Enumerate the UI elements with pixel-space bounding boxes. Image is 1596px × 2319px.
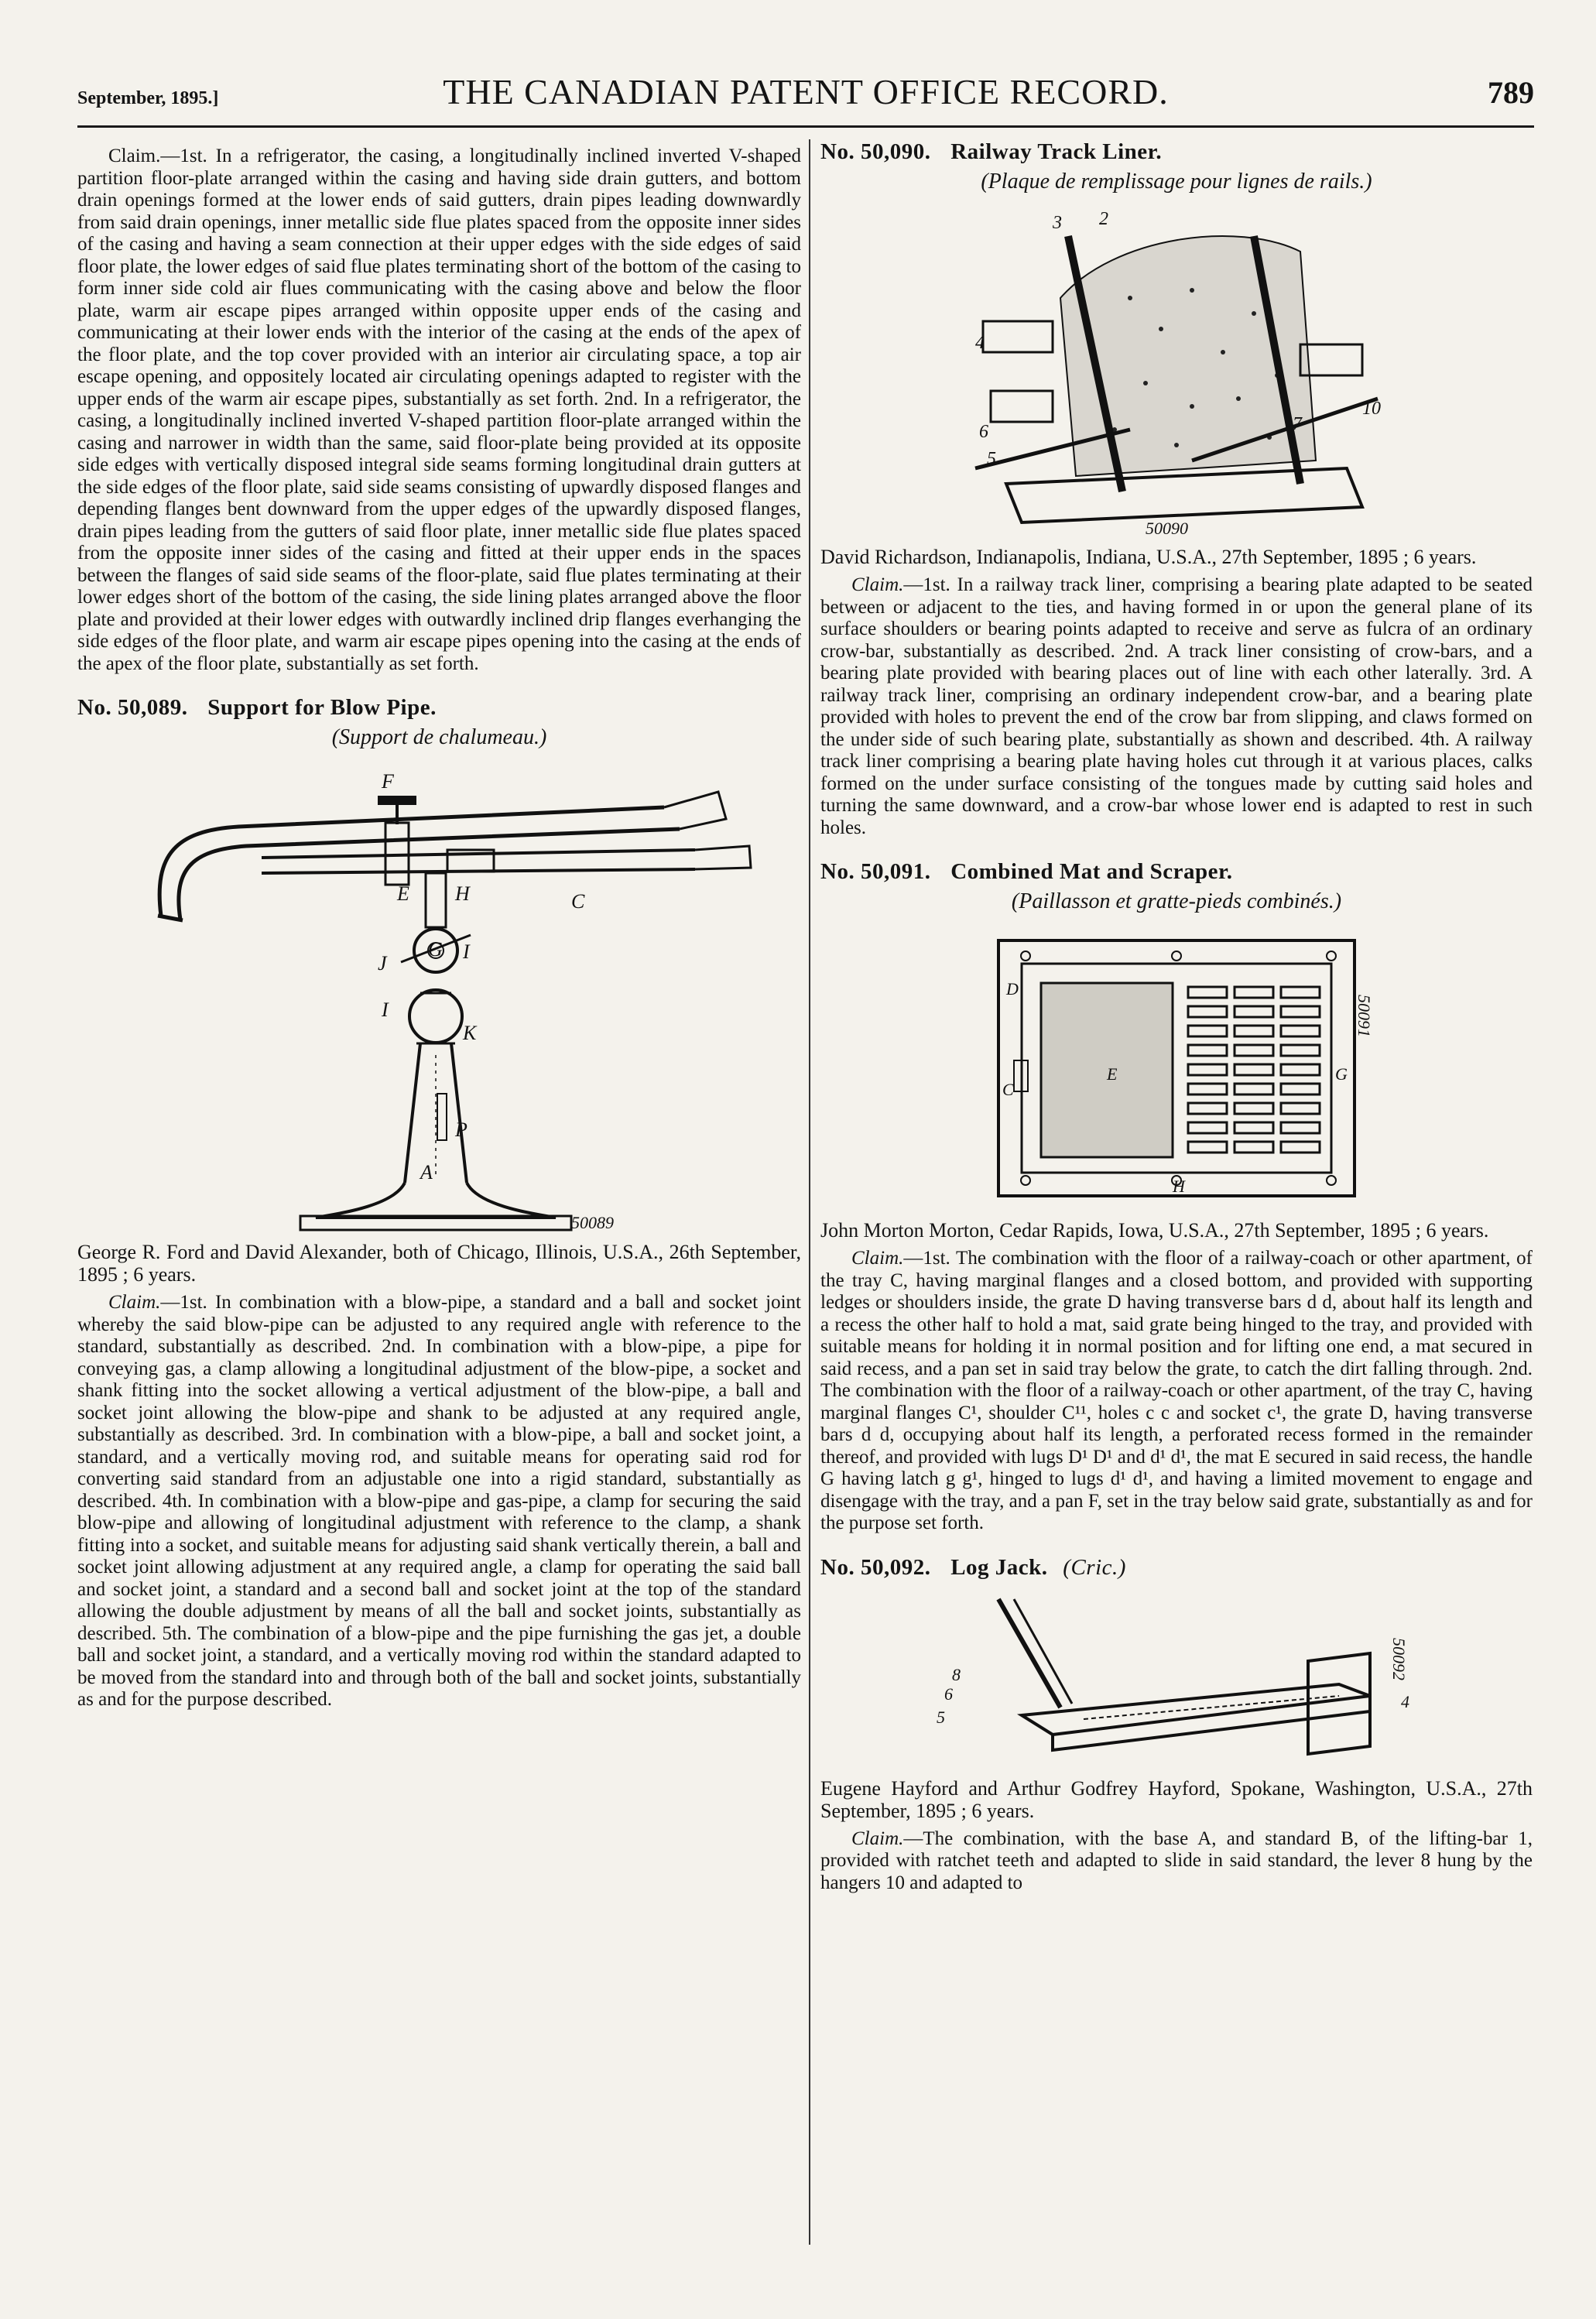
grate-bar (1281, 1084, 1320, 1094)
grate-bar (1235, 1006, 1273, 1017)
patent-50092-heading (820, 1555, 1533, 1581)
patent-french-title: (Plaque de remplissage pour lignes de rails.) (981, 170, 1372, 194)
figure-reference-label: F (381, 770, 394, 793)
patent-inventor: George R. Ford and David Alexander, both of Chicago, Illinois, U.S.A., 26th September, 1895 ; 6 years. (77, 1241, 801, 1286)
grate-bar (1281, 1142, 1320, 1153)
claim-text: —1st. In combination with a blow-pipe, a standard and a ball and socket joint whereby the said blow-pipe can be adjusted to any required angle with reference to the standard, substantially as described. 2nd. In combination with a blow-pipe, a pipe for conveying gas, a clamp allowing a longitudinal adjustment of the blow-pipe, a socket and shank fitting into the socket allowing a vertical adjustment of the blow-pipe, a ball and socket joint allowing the blow-pipe and shank to be adjusted at any required angle, substantially as described. 3rd. In combination with a blow-pipe, a ball and socket joint, a standard, and a vertically moving rod, and suitable means for operating said rod for converting said standard from an adjustable one into a rigid standard, substantially as described. 4th. In combination with a blow-pipe and gas-pipe, a clamp for securing the said blow-pipe and allowing of longitudinal adjustment with reference to the clamp, a shank fitting into a socket, and suitable means for adjusting said shank vertically therein, a ball and socket joint allowing adjustment at any required angle, a clamp for operating the said ball and socket joint, a standard and a second ball and socket joint at the top of the standard allowing the double adjustment by means of all the ball and socket joints, substantially as described. 5th. The combination of a blow-pipe and the pipe furnishing the gas jet, a double ball and socket joint, a standard, and a vertically moving rod within the standard adapted to be moved from the standard into and through both of the ball and socket joints, substantially as and for the purpose described. (77, 1292, 801, 1710)
grate-bar (1188, 1103, 1227, 1114)
grate-bar (1281, 987, 1320, 998)
patent-inventor: David Richardson, Indianapolis, Indiana, U.S.A., 27th September, 1895 ; 6 years. (820, 546, 1477, 568)
patent-50091-heading (820, 859, 1533, 885)
grate-bar (1235, 1142, 1273, 1153)
figure-reference-label: 8 (952, 1664, 961, 1684)
figure-reference-label: 2 (1099, 209, 1108, 229)
claim-label: Claim. (851, 574, 904, 595)
grate-bar (1281, 1122, 1320, 1133)
grate-bar (1281, 1045, 1320, 1056)
figure-reference-label: I (381, 999, 389, 1021)
patent-claim (77, 1292, 801, 1711)
grate-bar (1235, 1045, 1273, 1056)
grate-bar (1281, 1064, 1320, 1075)
blow-pipe-support-figure (107, 761, 772, 1233)
claim-label: Claim. (851, 1248, 904, 1269)
figure-number: 50092 (1389, 1637, 1409, 1680)
claim-label: Claim. (108, 1292, 161, 1313)
grate-bar (1188, 1026, 1227, 1036)
patent-number: No. 50,090. (820, 139, 931, 164)
figure-reference-label: 4 (975, 333, 985, 353)
figure-reference-label: 4 (1401, 1691, 1409, 1711)
figure-reference-label: 5 (937, 1707, 945, 1727)
page-number: 789 (1488, 75, 1534, 110)
patent-number: No. 50,089. (77, 695, 188, 720)
patent-50090-heading (820, 139, 1533, 165)
patent-number: No. 50,091. (820, 859, 931, 884)
figure-reference-label: 6 (979, 422, 988, 442)
grate-bar (1188, 1045, 1227, 1056)
grate-bar (1235, 1064, 1273, 1075)
figure-reference-label: G (427, 938, 443, 961)
grate-bar (1235, 1122, 1273, 1133)
figure-reference-label: K (462, 1022, 476, 1044)
patent-french-title: (Support de chalumeau.) (331, 725, 547, 749)
patent-claim (820, 574, 1533, 839)
grate-bar (1235, 1084, 1273, 1094)
railway-track-liner-figure (960, 205, 1393, 538)
figure-reference-label: E (1107, 1064, 1118, 1084)
header-date: September, 1895.] (77, 88, 219, 108)
grate-bar (1235, 1103, 1273, 1114)
grate-bar (1281, 1006, 1320, 1017)
figure-number: 50089 (570, 1213, 614, 1232)
patent-number: No. 50,092. (820, 1554, 931, 1580)
grate-bar (1188, 1006, 1227, 1017)
figure-reference-label: P (454, 1118, 467, 1141)
grate-bar (1281, 1026, 1320, 1036)
page-header (77, 71, 1534, 128)
figure-reference-label: H (454, 882, 470, 905)
figure-reference-label: 5 (987, 449, 996, 469)
column-divider (809, 139, 810, 2245)
grate-bar (1188, 1122, 1227, 1133)
grate-bar (1235, 1026, 1273, 1036)
claim-text: —1st. The combination with the floor of a railway-coach or other apartment, of the tray C, having marginal flanges and a closed bottom, and provided with supporting ledges or shoulders inside, the grate D having transverse bars d d, about half its length and a recess the other half to hold a mat, said grate being hinged to the tray, and provided with suitable means for holding it in normal position and for lifting one end, a mat secured in said recess, and a pan set in said tray below the grate, to catch the dirt falling through. 2nd. The combination with the floor of a railway-coach or other apartment, of the tray C, having marginal flanges C¹, shoulder C¹¹, holes c c and socket c¹, the grate D, having transverse bars d d, occupying about half its length, a perforated recess formed in the remainder thereof, and provided with lugs D¹ D¹ and d¹ d¹, the mat E secured in said recess, the handle G having latch g g¹, hinged to lugs d¹ d¹, and having a limited movement to engage and disengage with the tray, and a pan F, set in the tray below said grate, substantially as and for the purpose set forth. (820, 1248, 1533, 1533)
grate-bar (1235, 987, 1273, 998)
figure-number: 50091 (1355, 995, 1374, 1037)
patent-french-title: (Paillasson et gratte-pieds combinés.) (1011, 889, 1342, 913)
figure-reference-label: 10 (1362, 399, 1381, 419)
figure-reference-label: H (1173, 1177, 1185, 1196)
patent-title: Support for Blow Pipe. (207, 695, 437, 720)
patent-title: Combined Mat and Scraper. (950, 859, 1233, 884)
figure-reference-label: 6 (944, 1684, 953, 1704)
figure-reference-label: I (462, 940, 470, 963)
figure-reference-label: 7 (1293, 414, 1302, 434)
header-title: THE CANADIAN PATENT OFFICE RECORD. (443, 72, 1169, 111)
claim-text: —The combination, with the base A, and standard B, of the lifting-bar 1, provided with ratchet teeth and adapted to slide in said standard, the lever 8 hung by the hangers 10 and adapted to (820, 1827, 1533, 1893)
left-column (77, 139, 801, 1711)
grate-bar (1188, 1084, 1227, 1094)
grate-bar (1188, 987, 1227, 998)
patent-title: Log Jack. (950, 1554, 1048, 1580)
figure-reference-label: 3 (1053, 213, 1062, 233)
continued-claim: Claim.—1st. In a refrigerator, the casing, a longitudinally inclined inverted V-shaped partition floor-plate arranged within the casing and having side drain gutters, and bottom drain openings formed at the lower ends of said gutters, drain pipes leading downwardly from said drain openings, inner metallic side flue plates spaced from the opposite inner sides of the casing and having a seam connection at their upper edges with the side edges of said floor plate, the lower edges of said flue plates terminating short of the bottom of the casing to form inner side cold air flues communicating with the casing above and below the floor plate, warm air escape pipes arranged within opposite upper ends of the casing and communicating at their lower ends with the interior of the casing at the ends of the apex of the floor plate, and the top cover provided with an interior air circulating space, a top air escape opening, and oppositely located air circulating openings adapted to register with the upper ends of the warm air escape pipes, substantially as set forth. 2nd. In a refrigerator, the casing, a longitudinally inclined inverted V-shaped partition floor-plate arranged within the casing and narrower in width than the same, said floor-plate being provided at its opposite side edges with vertically disposed integral side seams forming longitudinal drain gutters at the side edges of the floor plate, said side seams consisting of upwardly disposed flanges and depending flanges bent downward from the upper edges of the upwardly disposed flanges, drain pipes leading from the gutters of said floor plate, inner metallic side flue plates spaced from the opposite inner sides of the casing and fitted at their upper ends in the spaces between the flanges of said side seams of the floor-plate, said flue plates terminating at their lower edges short of the bottom of the casing, the side lining plates arranged above the floor plate and provided at their lower edges with outwardly inclined drip flanges everhanging the side edges of the floor plate, and warm air escape pipes opening into the casing at the ends of the apex of the floor plate, substantially as set forth. (77, 146, 801, 674)
figure-number: 50090 (1146, 519, 1188, 538)
figure-reference-label: C (1002, 1080, 1014, 1099)
patent-title: Railway Track Liner. (950, 139, 1163, 164)
right-column (820, 139, 1533, 1894)
patent-claim (820, 1248, 1533, 1535)
log-jack-figure (906, 1591, 1447, 1769)
claim-label: Claim. (851, 1827, 904, 1849)
patent-inventor: John Morton Morton, Cedar Rapids, Iowa, U.S.A., 27th September, 1895 ; 6 years. (820, 1219, 1489, 1242)
patent-inventor: Eugene Hayford and Arthur Godfrey Hayford, Spokane, Washington, U.S.A., 27th September, 1895 ; 6 years. (820, 1776, 1533, 1822)
mat-and-scraper-figure (968, 925, 1385, 1211)
figure-reference-label: J (377, 952, 387, 975)
claim-text: —1st. In a railway track liner, comprising a bearing plate adapted to be seated between or adjacent to the ties, and having formed in or upon the general plane of its surface shoulders or bearing points adapted to receive and serve as fulcra of an ordinary crow-bar, substantially as described. 2nd. A track liner consisting of crow-bars, and a bearing plate provided with bearing places out of line with each other laterally. 3rd. A railway track liner, comprising an ordinary independent crow-bar, and a bearing plate provided with holes to prevent the end of the crow bar from slipping, and claws formed on the under side of such bearing plate, substantially as shown and described. 4th. A railway track liner comprising a bearing plate having holes cut through it at various places, calks formed on the under surface consisting of the tongues made by cutting said holes and turning the same downward, and a crow-bar whose lower end is adapted to rest in such holes. (820, 574, 1533, 838)
figure-reference-label: G (1335, 1064, 1348, 1084)
figure-reference-label: A (420, 1161, 433, 1183)
figure-reference-label: E (396, 882, 409, 905)
grate-bar (1281, 1103, 1320, 1114)
patent-claim (820, 1828, 1533, 1895)
figure-reference-label: C (570, 890, 584, 913)
grate-bar (1188, 1064, 1227, 1075)
patent-50089-heading (77, 695, 801, 721)
patent-french-title: (Cric.) (1063, 1554, 1126, 1580)
figure-reference-label: D (1006, 979, 1019, 999)
grate-bar (1188, 1142, 1227, 1153)
